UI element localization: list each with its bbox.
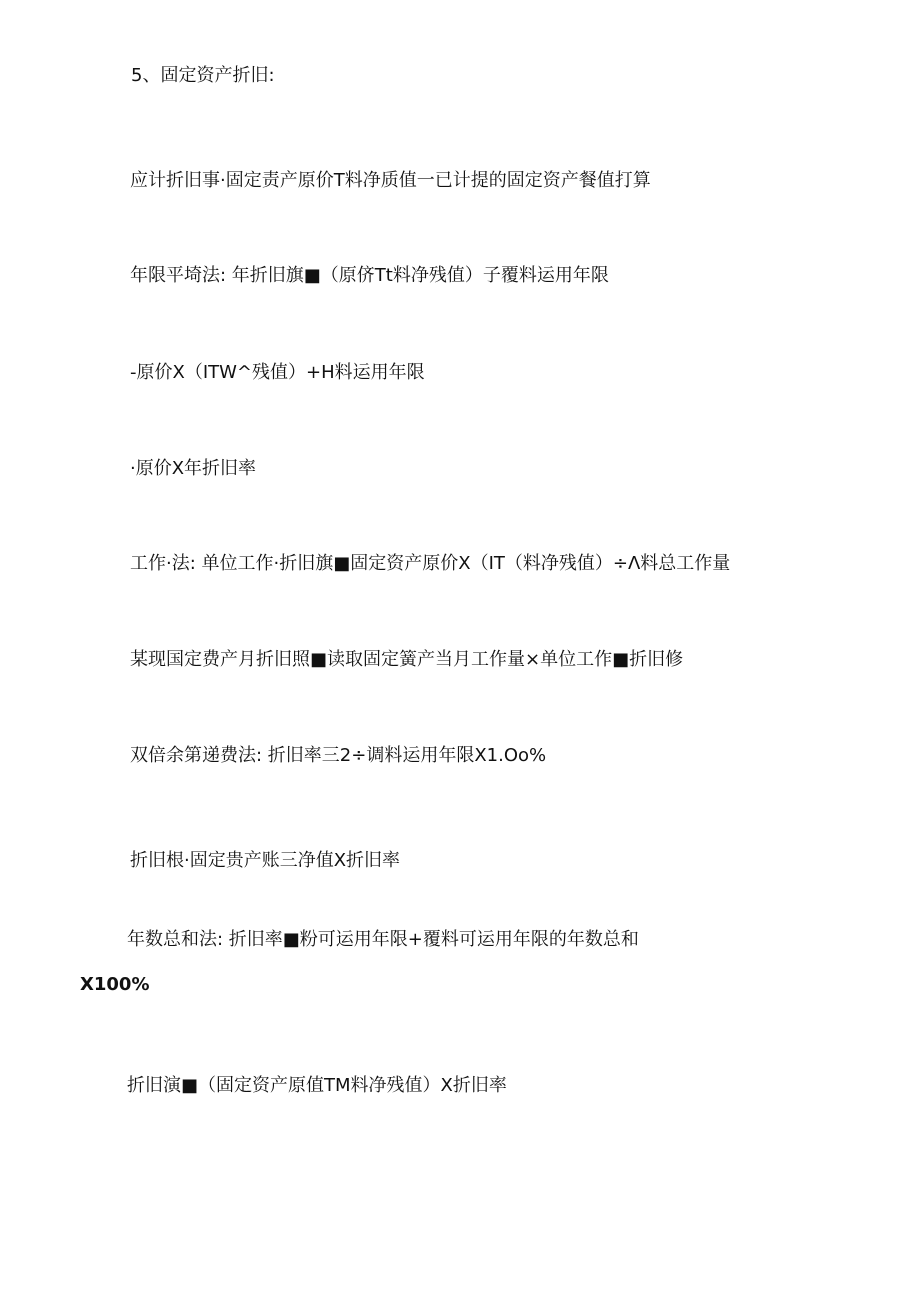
section-heading: 5、固定资产折旧: [131, 65, 275, 86]
text-line: 应计折旧事·固定责产原价T料净质值一已计提的固定资产餐值打算 [130, 170, 651, 191]
text-line: 某现国定费产月折旧照■读取固定簧产当月工作量×单位工作■折旧修 [130, 649, 684, 670]
text-line: 折旧演■（固定资产原值TM料净残值）X折旧率 [127, 1075, 507, 1096]
text-line: 折旧根·固定贵产账三净值X折旧率 [130, 850, 401, 871]
text-line: 双倍余第递费法: 折旧率三2÷调料运用年限X1.Oo% [130, 745, 547, 766]
text-line: -原价X（ITW^残值）+H料运用年限 [130, 362, 425, 383]
text-line: 年数总和法: 折旧率■粉可运用年限+覆料可运用年限的年数总和 [127, 929, 639, 950]
text-line: 工作·法: 单位工作·折旧旗■固定资产原价X（IT（料净残值）÷Λ料总工作量 [130, 553, 731, 574]
text-line: X100% [80, 974, 150, 995]
text-line: ·原价X年折旧率 [130, 458, 257, 479]
text-line: 年限平埼法: 年折旧旗■（原侪Tt料净残值）子覆料运用年限 [130, 265, 609, 286]
